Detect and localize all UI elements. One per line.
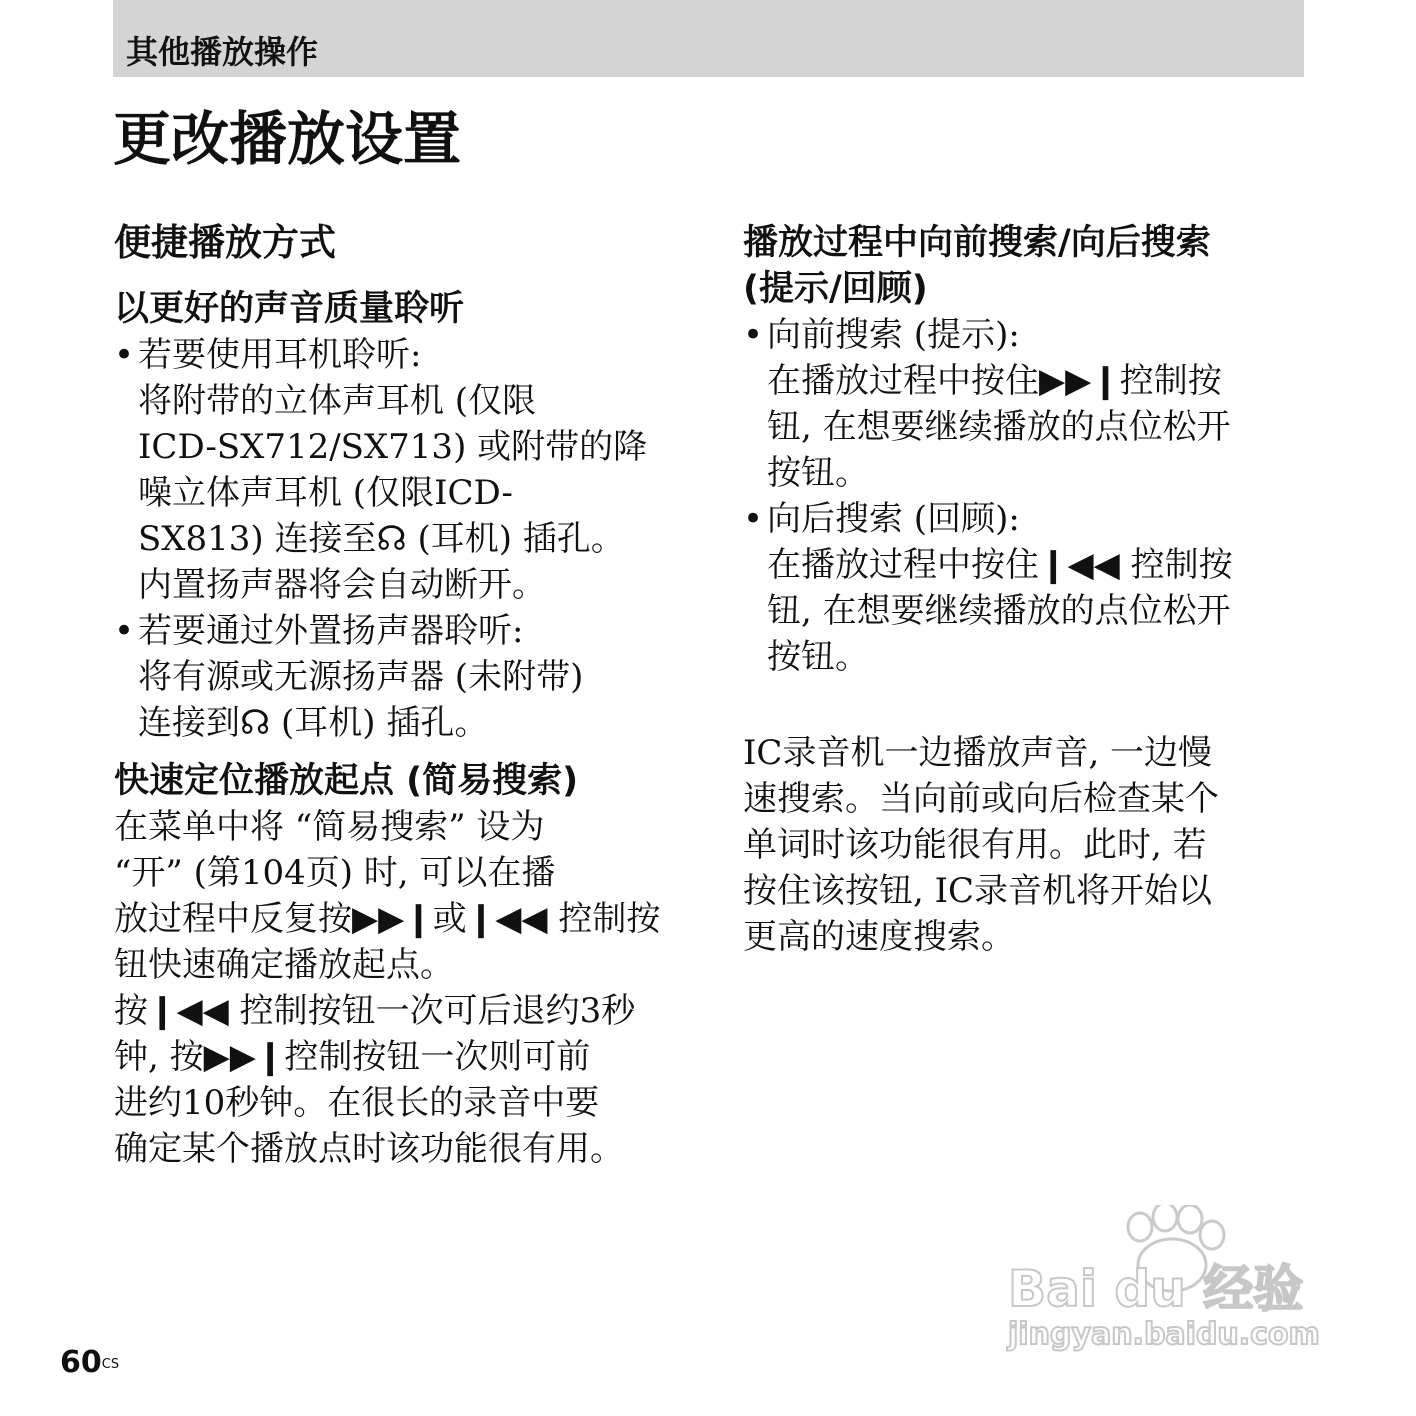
text-line: 放过程中反复按▶▶❙或❙◀◀ 控制按 — [114, 899, 661, 939]
baidu-watermark — [1000, 1205, 1340, 1365]
text-line: 钟, 按▶▶❙控制按钮一次则可前 — [114, 1037, 591, 1077]
heading-search-sub: (提示/回顾) — [743, 269, 928, 309]
text-line: IC录音机一边播放声音, 一边慢 — [743, 733, 1213, 773]
text-line: 连接到☊ (耳机) 插孔。 — [138, 703, 489, 743]
text-line: 单词时该功能很有用。此时, 若 — [743, 825, 1207, 865]
text-line: 钮快速确定播放起点。 — [114, 945, 454, 985]
heading-easy-search: 快速定位播放起点 (简易搜索) — [114, 761, 579, 801]
bullet-headphones — [114, 332, 684, 608]
text-line: 在播放过程中按住▶▶❙控制按 — [767, 361, 1222, 401]
text-line: 更高的速度搜索。 — [743, 917, 1015, 957]
heading-better-sound: 以更好的声音质量聆听 — [114, 289, 465, 329]
page-number — [60, 1345, 119, 1381]
bullet-dot: • — [743, 499, 764, 539]
bullet-title: 若要使用耳机聆听: — [138, 335, 422, 375]
text-line: 进约10秒钟。在很长的录音中要 — [114, 1083, 600, 1123]
text-line: “开” (第104页) 时, 可以在播 — [114, 853, 556, 893]
bullet-title: 向前搜索 (提示): — [767, 315, 1020, 355]
text-line: 在播放过程中按住❙◀◀ 控制按 — [767, 545, 1233, 585]
page-number-value: 60 — [60, 1345, 102, 1380]
bullet-dot: • — [114, 611, 135, 651]
text-line: ICD-SX712/SX713) 或附带的降 — [138, 427, 648, 467]
text-line: 按钮。 — [767, 637, 869, 677]
text-line: 确定某个播放点时该功能很有用。 — [114, 1129, 624, 1169]
section-label: 其他播放操作 — [126, 33, 319, 71]
text-line: 在菜单中将 “简易搜索” 设为 — [114, 807, 545, 847]
bullet-title: 若要通过外置扬声器聆听: — [138, 611, 524, 651]
heading-convenient-playback: 便捷播放方式 — [114, 221, 336, 264]
bullet-dot: • — [743, 315, 764, 355]
text-line: 钮, 在想要继续播放的点位松开 — [767, 407, 1231, 447]
text-line: 将有源或无源扬声器 (未附带) — [138, 657, 584, 697]
bullet-external-speakers — [114, 608, 684, 746]
heading-search: 播放过程中向前搜索/向后搜索 — [743, 223, 1211, 263]
text-line: 将附带的立体声耳机 (仅限 — [138, 381, 537, 421]
text-line: 速搜索。当向前或向后检查某个 — [743, 779, 1219, 819]
watermark-logo: Bai du 经验 — [1008, 1260, 1304, 1318]
text-line: 钮, 在想要继续播放的点位松开 — [767, 591, 1231, 631]
text-line: 内置扬声器将会自动断开。 — [138, 565, 546, 605]
text-line: 按钮。 — [767, 453, 869, 493]
text-line: SX813) 连接至☊ (耳机) 插孔。 — [138, 519, 625, 559]
right-column — [743, 220, 1313, 960]
text-line: 按住该按钮, IC录音机将开始以 — [743, 871, 1213, 911]
page-title: 更改播放设置 — [113, 105, 462, 173]
bullet-title: 向后搜索 (回顾): — [767, 499, 1020, 539]
text-line: 噪立体声耳机 (仅限ICD- — [138, 473, 513, 513]
watermark-url: jingyan.baidu.com — [1008, 1317, 1320, 1352]
bullet-dot: • — [114, 335, 135, 375]
text-line: 按❙◀◀ 控制按钮一次可后退约3秒 — [114, 991, 636, 1031]
bullet-cue — [743, 312, 1313, 496]
page-number-suffix: CS — [101, 1357, 120, 1372]
bullet-review — [743, 496, 1313, 680]
left-column — [114, 220, 684, 1172]
